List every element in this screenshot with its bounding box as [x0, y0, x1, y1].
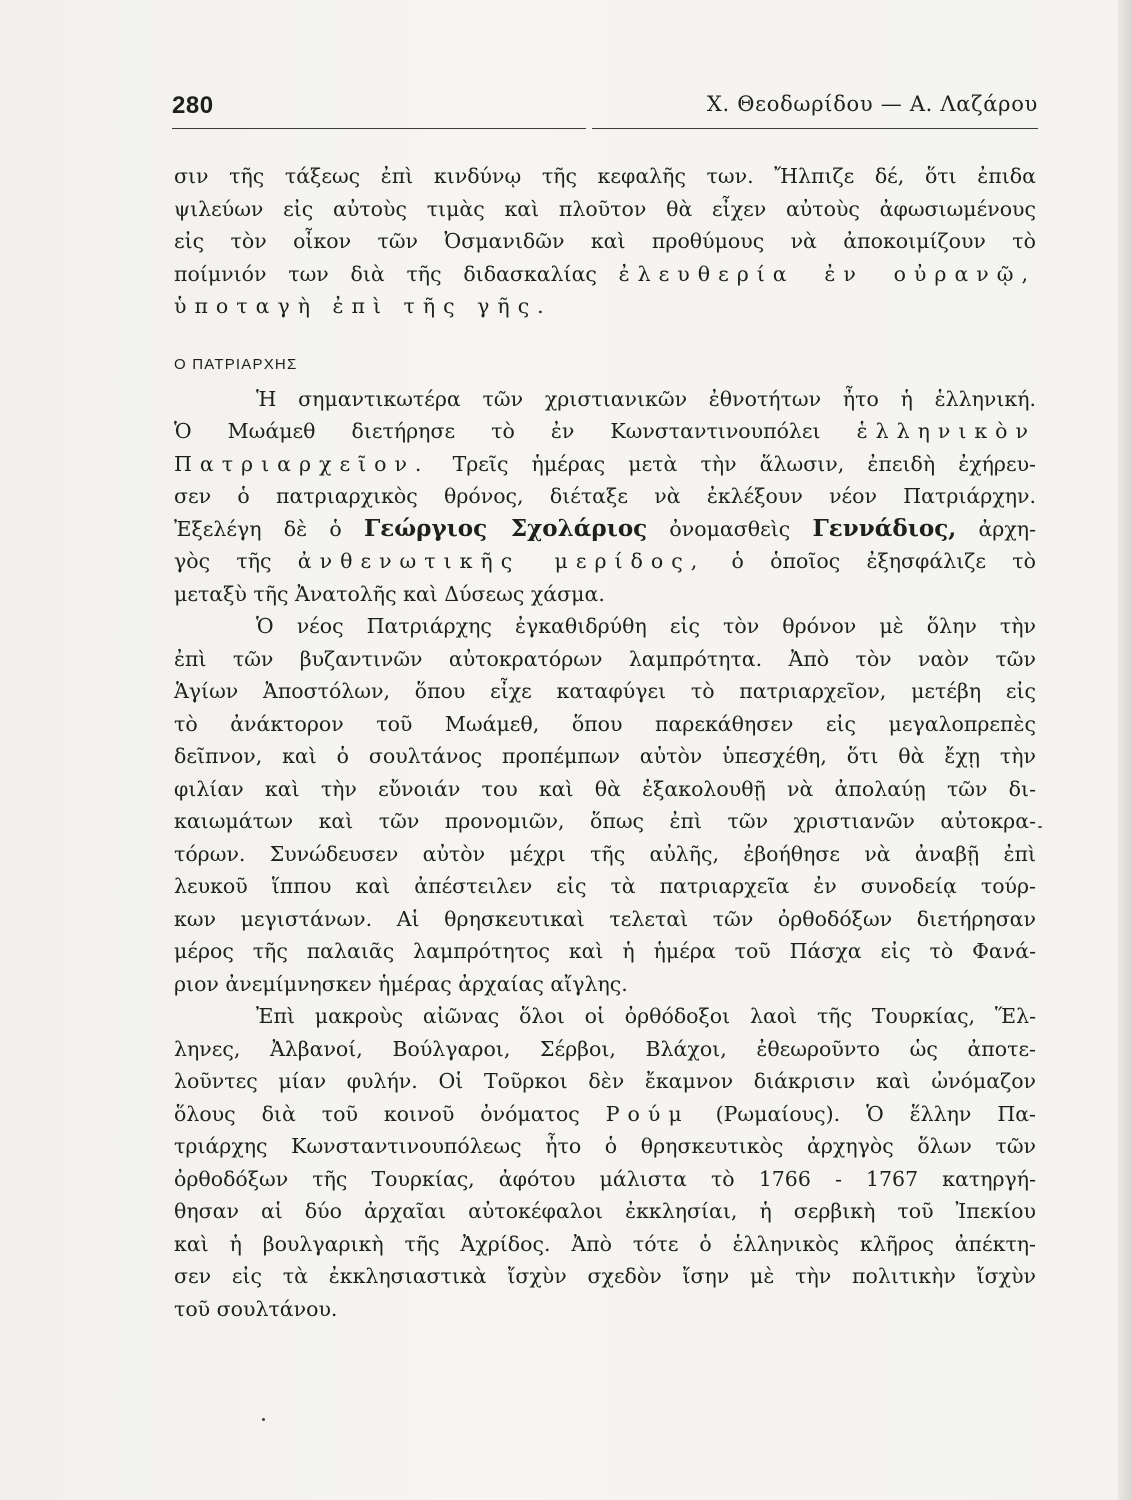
text-line: θησαν αἱ δύο ἀρχαῖαι αὐτοκέφαλοι ἐκκλησίαι, ἡ σερβικὴ τοῦ Ἰπεκίου	[174, 1199, 1036, 1223]
header-rule-left	[172, 128, 586, 129]
text-line	[174, 258, 1036, 291]
text-segment: Ἐξελέγη δὲ ὁ	[174, 516, 342, 541]
text-segment: ποίμνιόν των διὰ τῆς διδασκαλίας	[174, 261, 597, 286]
text-line: ψιλεύων εἰς αὐτοὺς τιμὰς καὶ πλοῦτον θὰ εἶχεν αὐτοὺς ἀφωσιωμένους	[174, 196, 1036, 221]
header-rule-right	[592, 128, 1038, 129]
text-segment: Ὁ Μωάμεθ διετήρησε τὸ ἐν Κωνσταντινουπόλει	[174, 419, 821, 443]
text-line: μεταξὺ τῆς Ἀνατολῆς καὶ Δύσεως χάσμα.	[174, 581, 605, 606]
text-line: Ὁ νέος Πατριάρχης ἐγκαθιδρύθη εἰς τὸν θρόνον μὲ ὅλην τὴν	[256, 614, 1036, 638]
text-line: δεῖπνον, καὶ ὁ σουλτάνος προπέμπων αὐτὸν ὑπεσχέθη, ὅτι θὰ ἔχῃ τὴν	[174, 744, 1036, 768]
spaced-emphasis: Ρούμ	[605, 1101, 690, 1126]
text-line: ριον ἀνεμίμνησκεν ἡμέρας ἀρχαίας αἴγλης.	[174, 971, 628, 996]
section-heading: Ο ΠΑΤΡΙΑΡΧΗΣ	[174, 355, 298, 373]
spaced-emphasis: ἐλευθερία ἐν οὐρανῷ,	[618, 261, 1036, 286]
paragraph-2	[174, 610, 1036, 1000]
intro-paragraph	[174, 160, 1036, 323]
spaced-emphasis: Πατριαρχεῖον.	[174, 451, 430, 476]
page-header	[172, 92, 1038, 132]
text-line	[174, 513, 1036, 546]
text-line: φιλίαν καὶ τὴν εὔνοιάν του καὶ θὰ ἐξακολουθῇ νὰ ἀπολαύῃ τῶν δι-	[174, 776, 1036, 801]
text-line: σεν εἰς τὰ ἐκκλησιαστικὰ ἴσχὺν σχεδὸν ἴσην μὲ τὴν πολιτικὴν ἴσχὺν	[174, 1264, 1036, 1288]
main-text	[174, 160, 1036, 1325]
text-line	[174, 415, 1036, 448]
page-number: 280	[172, 92, 214, 119]
text-line: εἰς τὸν οἶκον τῶν Ὀσμανιδῶν καὶ προθύμους νὰ ἀποκοιμίζουν τὸ	[174, 229, 1036, 253]
text-line	[174, 290, 1036, 323]
text-segment: ὅλους διὰ τοῦ κοινοῦ ὀνόματος	[174, 1101, 580, 1126]
text-segment: γὸς τῆς	[174, 549, 272, 573]
spaced-emphasis: ἀνθενωτικῆς μερίδος,	[297, 549, 706, 573]
text-segment: (Ρωμαίους). Ὁ ἕλλην Πα-	[715, 1101, 1036, 1126]
bold-name: Γεννάδιος,	[812, 514, 957, 542]
text-line: καιωμάτων καὶ τῶν προνομιῶν, ὅπως ἐπὶ τῶν χριστιανῶν αὐτοκρα-	[174, 809, 1036, 833]
text-segment: ὀνομασθεὶς	[669, 516, 791, 541]
bold-name: Γεώργιος Σχολάριος	[363, 514, 648, 542]
spaced-emphasis: ὑποταγὴ ἐπὶ τῆς γῆς.	[174, 294, 552, 318]
text-line	[174, 545, 1036, 578]
text-line: τριάρχης Κωνσταντινουπόλεως ἦτο ὁ θρησκευτικὸς ἀρχηγὸς ὅλων τῶν	[174, 1134, 1036, 1158]
text-line	[174, 1098, 1036, 1131]
text-line: Ἡ σημαντικωτέρα τῶν χριστιανικῶν ἐθνοτήτων ἦτο ἡ ἑλληνική.	[256, 386, 1036, 411]
running-head: Χ. Θεοδωρίδου — Α. Λαζάρου	[706, 92, 1038, 116]
paragraph-1	[174, 383, 1036, 611]
text-line: μέρος τῆς παλαιᾶς λαμπρότητος καὶ ἡ ἡμέρα τοῦ Πάσχα εἰς τὸ Φανά-	[174, 939, 1036, 963]
page-edge-shadow	[1118, 0, 1132, 1500]
spaced-emphasis: ἑλληνικὸν	[856, 419, 1036, 443]
text-line: λοῦντες μίαν φυλήν. Οἱ Τοῦρκοι δὲν ἔκαμνον διάκρισιν καὶ ὠνόμαζον	[174, 1069, 1036, 1093]
text-line: Ἐπὶ μακροὺς αἰῶνας ὅλοι οἱ ὀρθόδοξοι λαοὶ τῆς Τουρκίας, Ἕλ-	[256, 1004, 1036, 1028]
text-line: καὶ ἡ βουλγαρικὴ τῆς Ἀχρίδος. Ἀπὸ τότε ὁ ἑλληνικὸς κλῆρος ἀπέκτη-	[174, 1231, 1036, 1256]
text-segment: ἀρχη-	[978, 516, 1036, 541]
text-line: κων μεγιστάνων. Αἱ θρησκευτικαὶ τελεταὶ τῶν ὀρθοδόξων διετήρησαν	[174, 906, 1036, 931]
text-line: ληνες, Ἀλβανοί, Βούλγαροι, Σέρβοι, Βλάχοι, ἐθεωροῦντο ὡς ἀποτε-	[174, 1036, 1036, 1061]
text-line: σεν ὁ πατριαρχικὸς θρόνος, διέταξε νὰ ἐκλέξουν νέον Πατριάρχην.	[174, 484, 1036, 508]
text-line: ὀρθοδόξων τῆς Τουρκίας, ἀφότου μάλιστα τὸ 1766 - 1767 κατηργή-	[174, 1166, 1036, 1191]
text-line: τὸ ἀνάκτορον τοῦ Μωάμεθ, ὅπου παρεκάθησεν εἰς μεγαλοπρεπὲς	[174, 711, 1036, 736]
scan-speck	[1038, 826, 1042, 828]
scan-speck	[262, 1418, 265, 1421]
text-line: λευκοῦ ἵππου καὶ ἀπέστειλεν εἰς τὰ πατριαρχεῖα ἐν συνοδείᾳ τούρ-	[174, 874, 1036, 898]
text-segment: ὁ ὁποῖος ἐξησφάλιζε τὸ	[731, 549, 1036, 573]
text-line: σιν τῆς τάξεως ἐπὶ κινδύνῳ τῆς κεφαλῆς των. Ἤλπιζε δέ, ὅτι ἐπιδα	[174, 164, 1036, 188]
text-segment: Τρεῖς ἡμέρας μετὰ τὴν ἅλωσιν, ἐπειδὴ ἐχήρευ-	[452, 451, 1036, 476]
text-line: τόρων. Συνώδευσεν αὐτὸν μέχρι τῆς αὐλῆς, ἐβοήθησε νὰ ἀναβῇ ἐπὶ	[174, 841, 1036, 866]
text-line	[174, 448, 1036, 481]
text-line: Ἁγίων Ἀποστόλων, ὅπου εἶχε καταφύγει τὸ πατριαρχεῖον, μετέβη εἰς	[174, 679, 1036, 703]
text-line: ἐπὶ τῶν βυζαντινῶν αὐτοκρατόρων λαμπρότητα. Ἀπὸ τὸν ναὸν τῶν	[174, 646, 1036, 671]
text-line: τοῦ σουλτάνου.	[174, 1296, 338, 1321]
paragraph-3	[174, 1000, 1036, 1325]
